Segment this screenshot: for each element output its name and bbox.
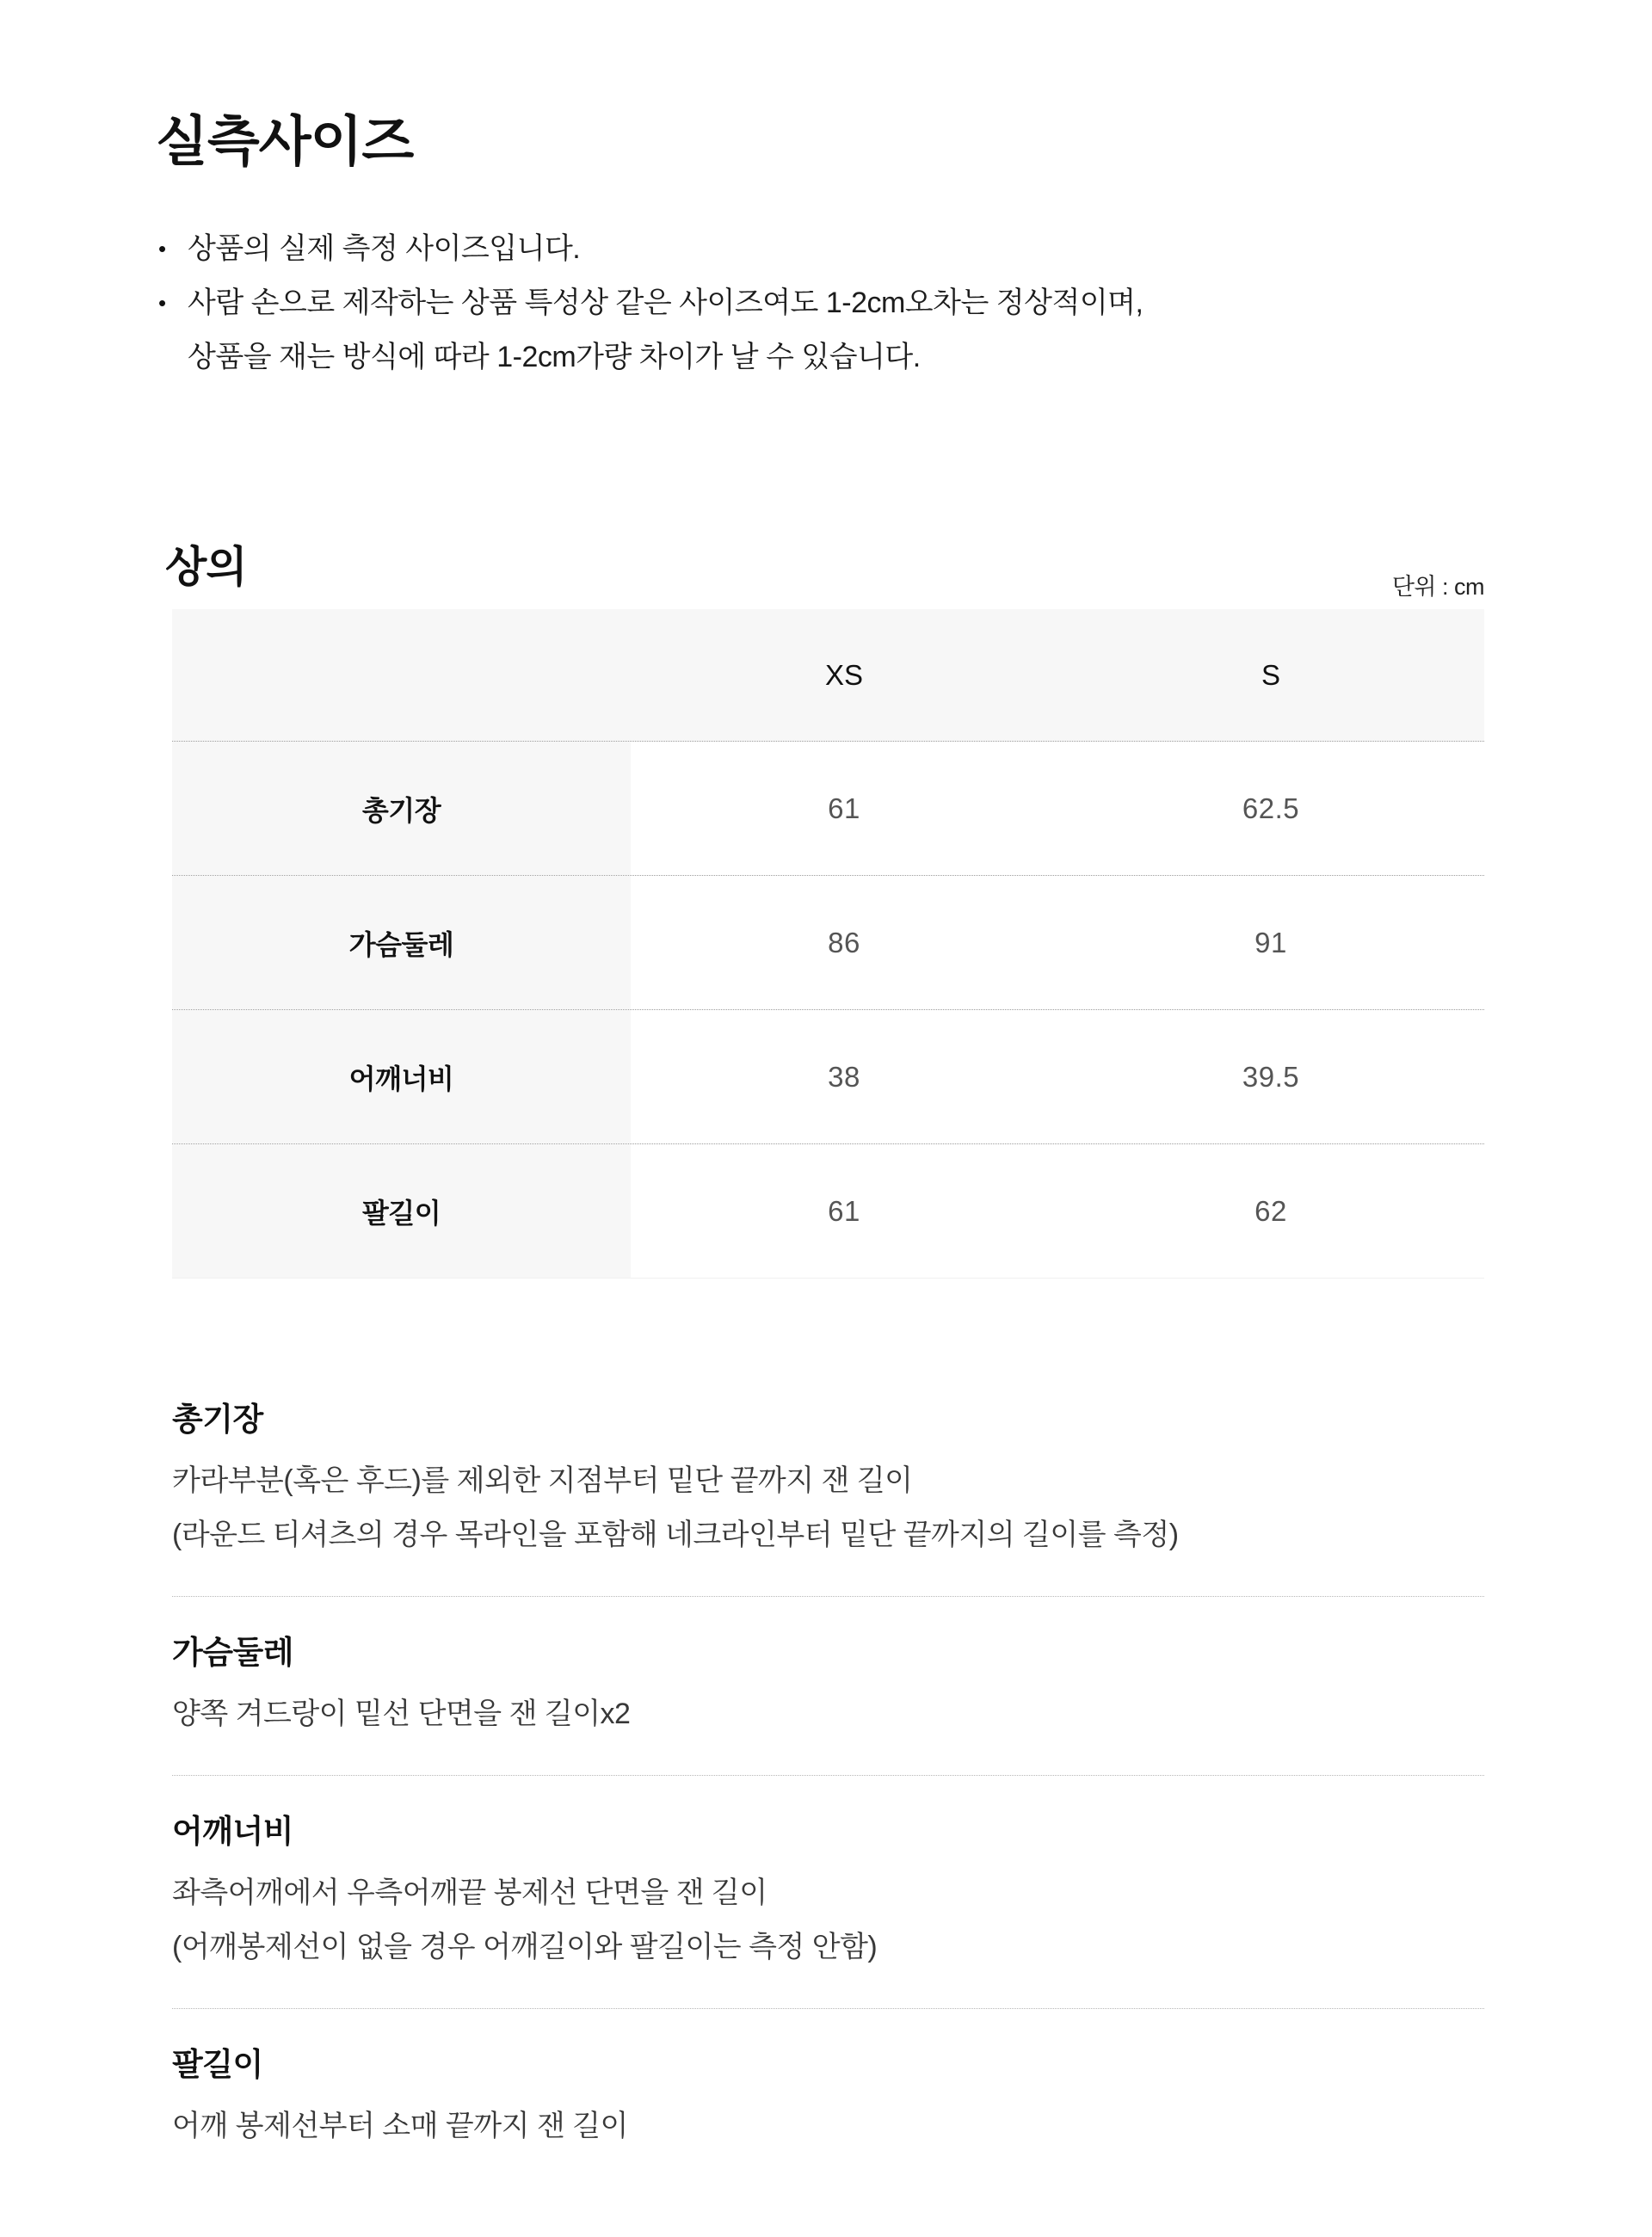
glossary-term: 총기장 xyxy=(172,1402,263,1437)
cell-value-xs: 61 xyxy=(828,792,860,824)
section-heading-tops: 상의 xyxy=(165,542,247,591)
cell-value-s: 39.5 xyxy=(1242,1060,1300,1093)
glossary-term: 가슴둘레 xyxy=(172,1635,293,1670)
glossary-term: 어깨너비 xyxy=(172,1814,293,1849)
page-title: 실측사이즈 xyxy=(156,112,414,173)
row-label: 어깨너비 xyxy=(172,1010,631,1143)
table-row xyxy=(172,1010,1484,1144)
size-table-header-row xyxy=(172,609,1484,742)
glossary-block xyxy=(172,1399,1484,1562)
dotted-divider xyxy=(172,1775,1484,1776)
cell-value-s: 91 xyxy=(1254,926,1287,958)
note-item xyxy=(158,222,1143,276)
table-row xyxy=(172,1144,1484,1279)
glossary-description: (라운드 티셔츠의 경우 목라인을 포함해 네크라인부터 밑단 끝까지의 길이를 측정) xyxy=(172,1519,1179,1551)
header-spacer-cell xyxy=(172,609,631,741)
row-label: 가슴둘레 xyxy=(172,876,631,1009)
bullet-dot: • xyxy=(158,236,167,262)
glossary-description: 양쪽 겨드랑이 밑선 단면을 잰 길이x2 xyxy=(172,1698,631,1730)
glossary-block xyxy=(172,1632,1484,1741)
glossary-description: 좌측어깨에서 우측어깨끝 봉제선 단면을 잰 길이 xyxy=(172,1876,767,1909)
dotted-divider xyxy=(172,1596,1484,1597)
notes-list xyxy=(158,222,1143,385)
cell-value-s: 62 xyxy=(1254,1194,1287,1227)
dotted-divider xyxy=(172,2008,1484,2009)
size-table xyxy=(172,609,1484,1279)
measurement-glossary xyxy=(172,1399,1484,2154)
bullet-dot: • xyxy=(158,290,167,316)
table-row xyxy=(172,876,1484,1010)
row-label: 총기장 xyxy=(172,742,631,875)
note-text xyxy=(188,222,580,276)
note-line: 상품의 실제 측정 사이즈입니다. xyxy=(188,232,581,265)
cell-value-s: 62.5 xyxy=(1242,792,1300,824)
unit-label: 단위 : cm xyxy=(1391,574,1484,600)
glossary-description: (어깨봉제선이 없을 경우 어깨길이와 팔길이는 측정 안함) xyxy=(172,1931,878,1963)
column-header-s: S xyxy=(1261,658,1280,691)
row-label: 팔길이 xyxy=(172,1144,631,1278)
note-line: 사람 손으로 제작하는 상품 특성상 같은 사이즈여도 1-2cm오차는 정상적이며, xyxy=(188,287,1143,319)
cell-value-xs: 61 xyxy=(828,1194,860,1227)
glossary-term: 팔길이 xyxy=(172,2047,263,2082)
glossary-block xyxy=(172,2044,1484,2154)
note-item xyxy=(158,276,1143,385)
cell-value-xs: 86 xyxy=(828,926,860,958)
glossary-block xyxy=(172,1811,1484,1975)
note-text xyxy=(188,276,1143,385)
cell-value-xs: 38 xyxy=(828,1060,860,1093)
glossary-description: 어깨 봉제선부터 소매 끝까지 잰 길이 xyxy=(172,2110,628,2142)
glossary-description: 카라부분(혹은 후드)를 제외한 지점부터 밑단 끝까지 잰 길이 xyxy=(172,1464,913,1497)
table-row xyxy=(172,742,1484,876)
note-line: 상품을 재는 방식에 따라 1-2cm가량 차이가 날 수 있습니다. xyxy=(188,341,921,373)
column-header-xs: XS xyxy=(824,658,864,691)
